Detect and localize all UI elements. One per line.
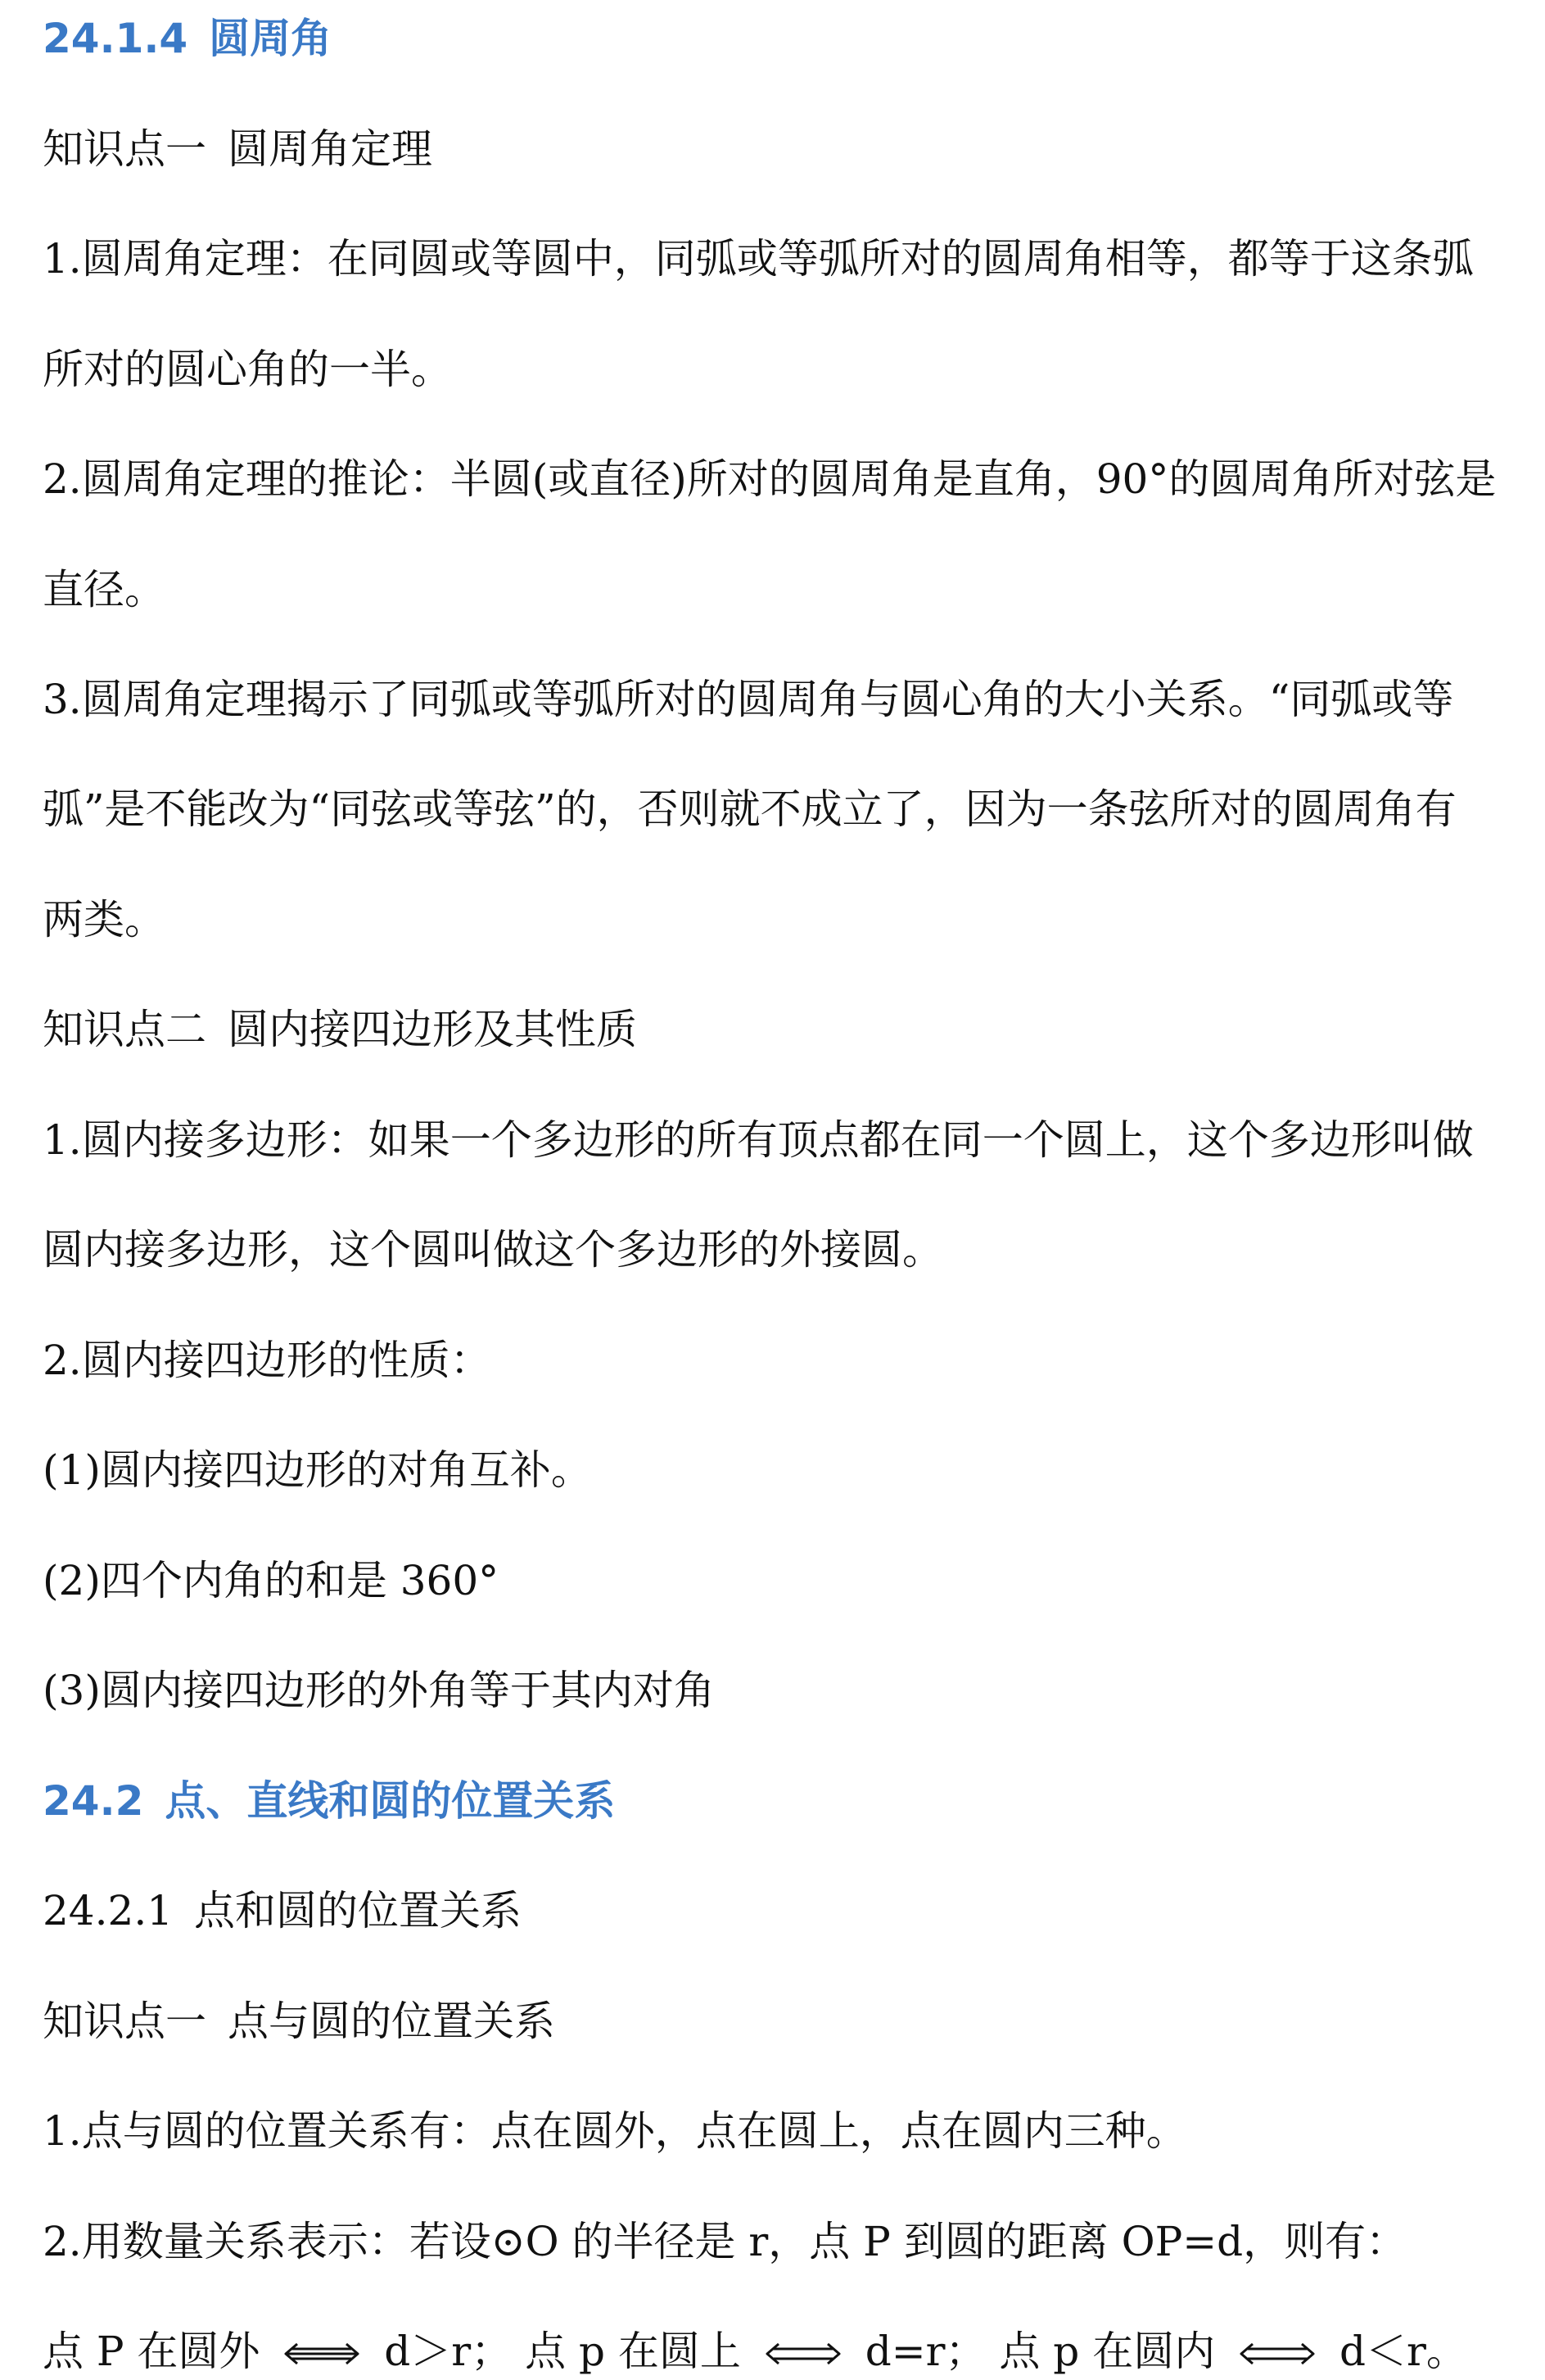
double-arrow-icon	[282, 2337, 361, 2370]
relation-outside-label: 点 P 在圆外	[43, 2328, 260, 2375]
relation-on-label: 点 p 在圆上	[525, 2328, 741, 2375]
double-arrow-icon	[1238, 2337, 1317, 2370]
subheading-title: 点和圆的位置关系	[194, 1887, 522, 1934]
topic-label: 知识点一	[43, 1998, 206, 2045]
heading-number: 24.1.4	[43, 15, 188, 62]
relation-on-value: d=r；	[865, 2328, 987, 2375]
heading-title: 圆周角	[209, 15, 332, 62]
topic-title: 点与圆的位置关系	[228, 1998, 555, 2045]
paragraph-line: 3.圆周角定理揭示了同弧或等弧所对的圆周角与圆心角的大小关系。“同弧或等	[43, 676, 1454, 723]
paragraph-line: 两类。	[43, 896, 165, 943]
paragraph-line: 2.用数量关系表示：若设⊙O 的半径是 r，点 P 到圆的距离 OP=d，则有：	[43, 2218, 1407, 2265]
relations-line	[43, 2323, 1529, 2380]
paragraph-line: 圆内接多边形，这个圆叫做这个多边形的外接圆。	[43, 1226, 943, 1274]
section-heading-24-2	[43, 1772, 1529, 1830]
relation-outside-value: d＞r；	[384, 2328, 513, 2375]
list-item: (2)四个内角的和是 360°	[43, 1557, 499, 1604]
heading-title: 点、直线和圆的位置关系	[165, 1777, 616, 1825]
list-item: (1)圆内接四边形的对角互补。	[43, 1446, 592, 1494]
relation-inside-value: d＜r。	[1339, 2328, 1467, 2375]
paragraph-line: 弧”是不能改为“同弦或等弦”的，否则就不成立了，因为一条弦所对的圆周角有	[43, 785, 1457, 833]
subheading-number: 24.2.1	[43, 1887, 174, 1934]
topic-label: 知识点一	[43, 125, 206, 173]
topic-heading-2	[43, 1001, 1529, 1058]
list-item: (3)圆内接四边形的外角等于其内对角	[43, 1667, 715, 1714]
subsection-heading-24-2-1	[43, 1882, 1529, 1939]
topic-heading-1	[43, 120, 1529, 178]
paragraph-line: 1.圆内接多边形：如果一个多边形的所有顶点都在同一个圆上，这个多边形叫做	[43, 1116, 1474, 1164]
topic-label: 知识点二	[43, 1006, 206, 1053]
paragraph-line: 所对的圆心角的一半。	[43, 346, 452, 393]
topic-title: 圆周角定理	[228, 125, 432, 173]
relation-inside-label: 点 p 在圆内	[999, 2328, 1216, 2375]
paragraph-line: 1.圆周角定理：在同圆或等圆中，同弧或等弧所对的圆周角相等，都等于这条弧	[43, 235, 1474, 283]
paragraph-line: 1.点与圆的位置关系有：点在圆外，点在圆上，点在圆内三种。	[43, 2107, 1187, 2155]
topic-heading-3	[43, 1993, 1529, 2050]
double-arrow-icon	[764, 2337, 843, 2370]
paragraph-line: 直径。	[43, 566, 165, 613]
section-heading-24-1-4	[43, 10, 1529, 67]
paragraph-line: 2.圆内接四边形的性质：	[43, 1337, 491, 1384]
heading-number: 24.2	[43, 1777, 144, 1825]
topic-title: 圆内接四边形及其性质	[228, 1006, 637, 1053]
paragraph-line: 2.圆周角定理的推论：半圆(或直径)所对的圆周角是直角，90°的圆周角所对弦是	[43, 455, 1497, 503]
